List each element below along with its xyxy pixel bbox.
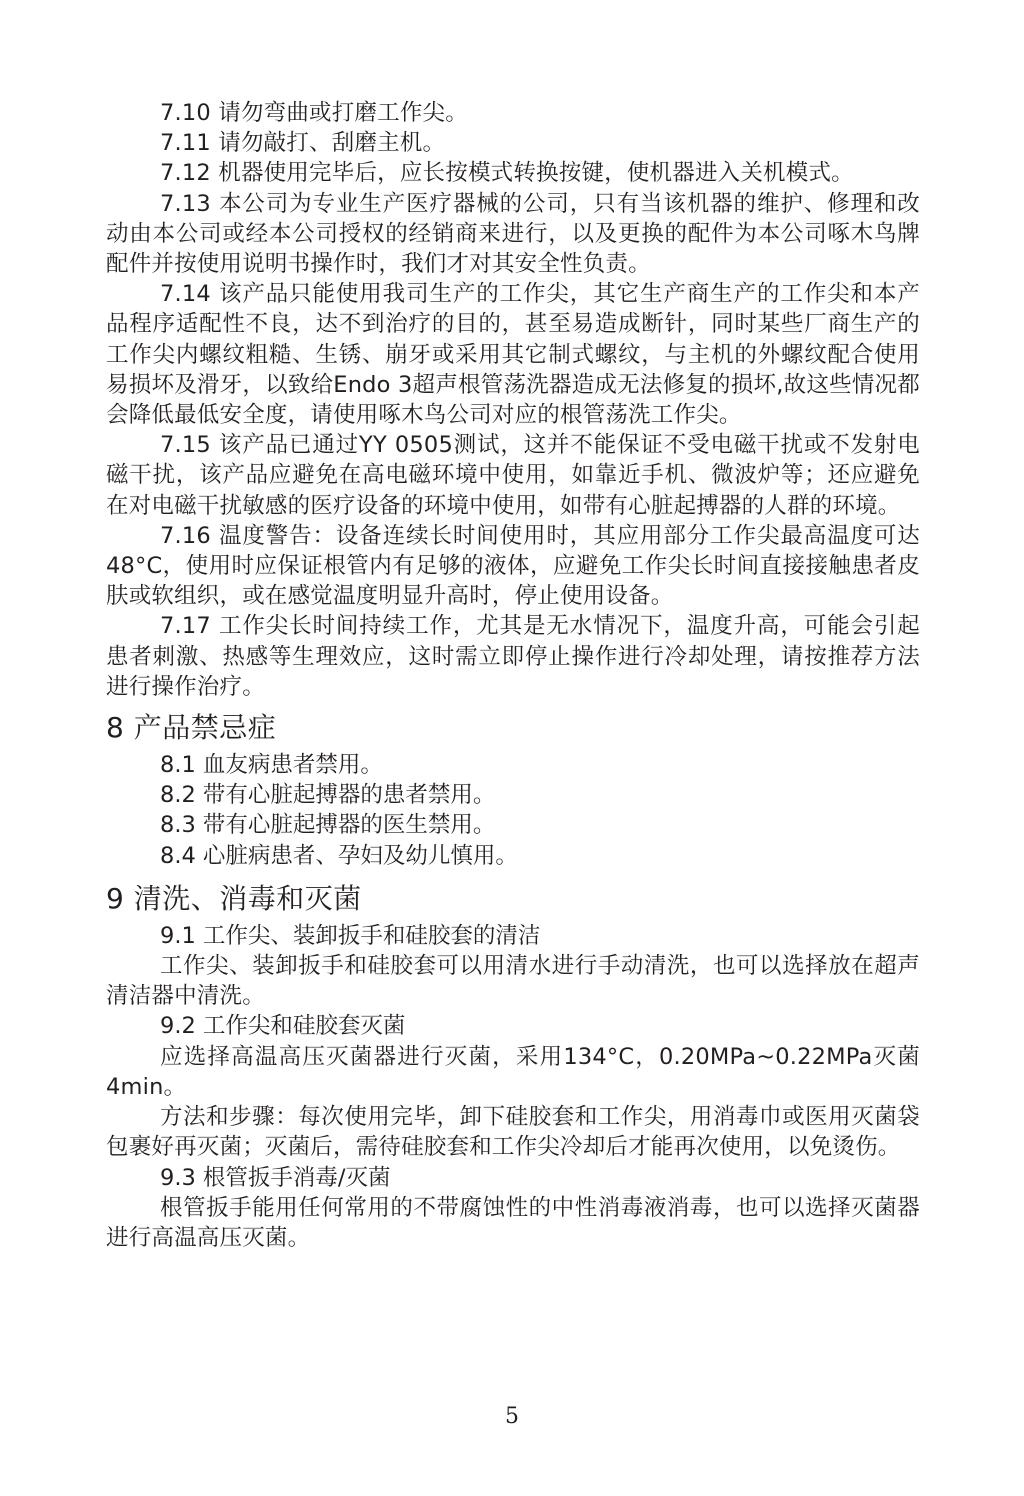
item-7-15: 7.15 该产品已通过YY 0505测试，这并不能保证不受电磁干扰或不发射电磁干扰，该产品应避免在高电磁环境中使用，如靠近手机、微波炉等；还应避免在对电磁干扰敏感的医疗设备的环境中使用，如带有心脏起搏器的人群的环境。 — [106, 432, 920, 519]
item-7-17: 7.17 工作尖长时间持续工作，尤其是无水情况下，温度升高，可能会引起患者刺激、热感等生理效应，这时需立即停止操作进行冷却处理，请按推荐方法进行操作治疗。 — [106, 613, 920, 700]
item-8-2: 8.2 带有心脏起搏器的患者禁用。 — [160, 782, 496, 809]
item-8-4: 8.4 心脏病患者、孕妇及幼儿慎用。 — [160, 842, 518, 869]
item-7-13: 7.13 本公司为专业生产医疗器械的公司，只有当该机器的维护、修理和改动由本公司或经本公司授权的经销商来进行，以及更换的配件为本公司啄木鸟牌配件并按使用说明书操作时，我们才对其安全性负责。 — [106, 190, 920, 278]
subsection-9-2-title: 9.2 工作尖和硅胶套灭菌 — [160, 1013, 406, 1040]
subsection-9-1-title: 9.1 工作尖、装卸扳手和硅胶套的清洁 — [160, 922, 541, 949]
page-number: 5 — [505, 1404, 519, 1429]
section-9-heading: 9 清洗、消毒和灭菌 — [106, 881, 362, 915]
document-page — [106, 98, 920, 1253]
section-8-heading: 8 产品禁忌症 — [106, 711, 277, 745]
item-7-12: 7.12 机器使用完毕后，应长按模式转换按键，使机器进入关机模式。 — [160, 160, 854, 187]
item-7-16: 7.16 温度警告：设备连续长时间使用时，其应用部分工作尖最高温度可达48°C，使用时应保证根管内有足够的液体，应避免工作尖长时间直接接触患者皮肤或软组织，或在感觉温度明显升高时，停止使用设备。 — [106, 522, 920, 610]
subsection-9-3-title: 9.3 根管扳手消毒/灭菌 — [160, 1164, 391, 1191]
item-7-10: 7.10 请勿弯曲或打磨工作尖。 — [160, 100, 468, 126]
item-7-14: 7.14 该产品只能使用我司生产的工作尖，其它生产商生产的工作尖和本产品程序适配性不良，达不到治疗的目的，甚至易造成断针，同时某些厂商生产的工作尖内螺纹粗糙、生锈、崩牙或采用其它制式螺纹，与主机的外螺纹配合使用易损坏及滑牙，以致给Endo 3超声根管荡洗器造成无法修复的损坏,故这些情况都会降低最低安全度，请使用啄木鸟公司对应的根管荡洗工作尖。 — [106, 281, 920, 429]
subsection-9-2-text: 应选择高温高压灭菌器进行灭菌，采用134°C，0.20MPa~0.22MPa灭菌4min。 — [106, 1043, 920, 1100]
item-8-3: 8.3 带有心脏起搏器的医生禁用。 — [160, 812, 496, 839]
subsection-9-2-steps: 方法和步骤：每次使用完毕，卸下硅胶套和工作尖，用消毒巾或医用灭菌袋包裹好再灭菌；灭菌后，需待硅胶套和工作尖冷却后才能再次使用，以免烫伤。 — [106, 1104, 920, 1161]
item-7-11: 7.11 请勿敲打、刮磨主机。 — [160, 130, 446, 157]
subsection-9-3-text: 根管扳手能用任何常用的不带腐蚀性的中性消毒液消毒，也可以选择灭菌器进行高温高压灭菌。 — [106, 1194, 920, 1251]
subsection-9-1-text: 工作尖、装卸扳手和硅胶套可以用清水进行手动清洗，也可以选择放在超声清洁器中清洗。 — [106, 953, 920, 1010]
item-8-1: 8.1 血友病患者禁用。 — [160, 752, 383, 779]
